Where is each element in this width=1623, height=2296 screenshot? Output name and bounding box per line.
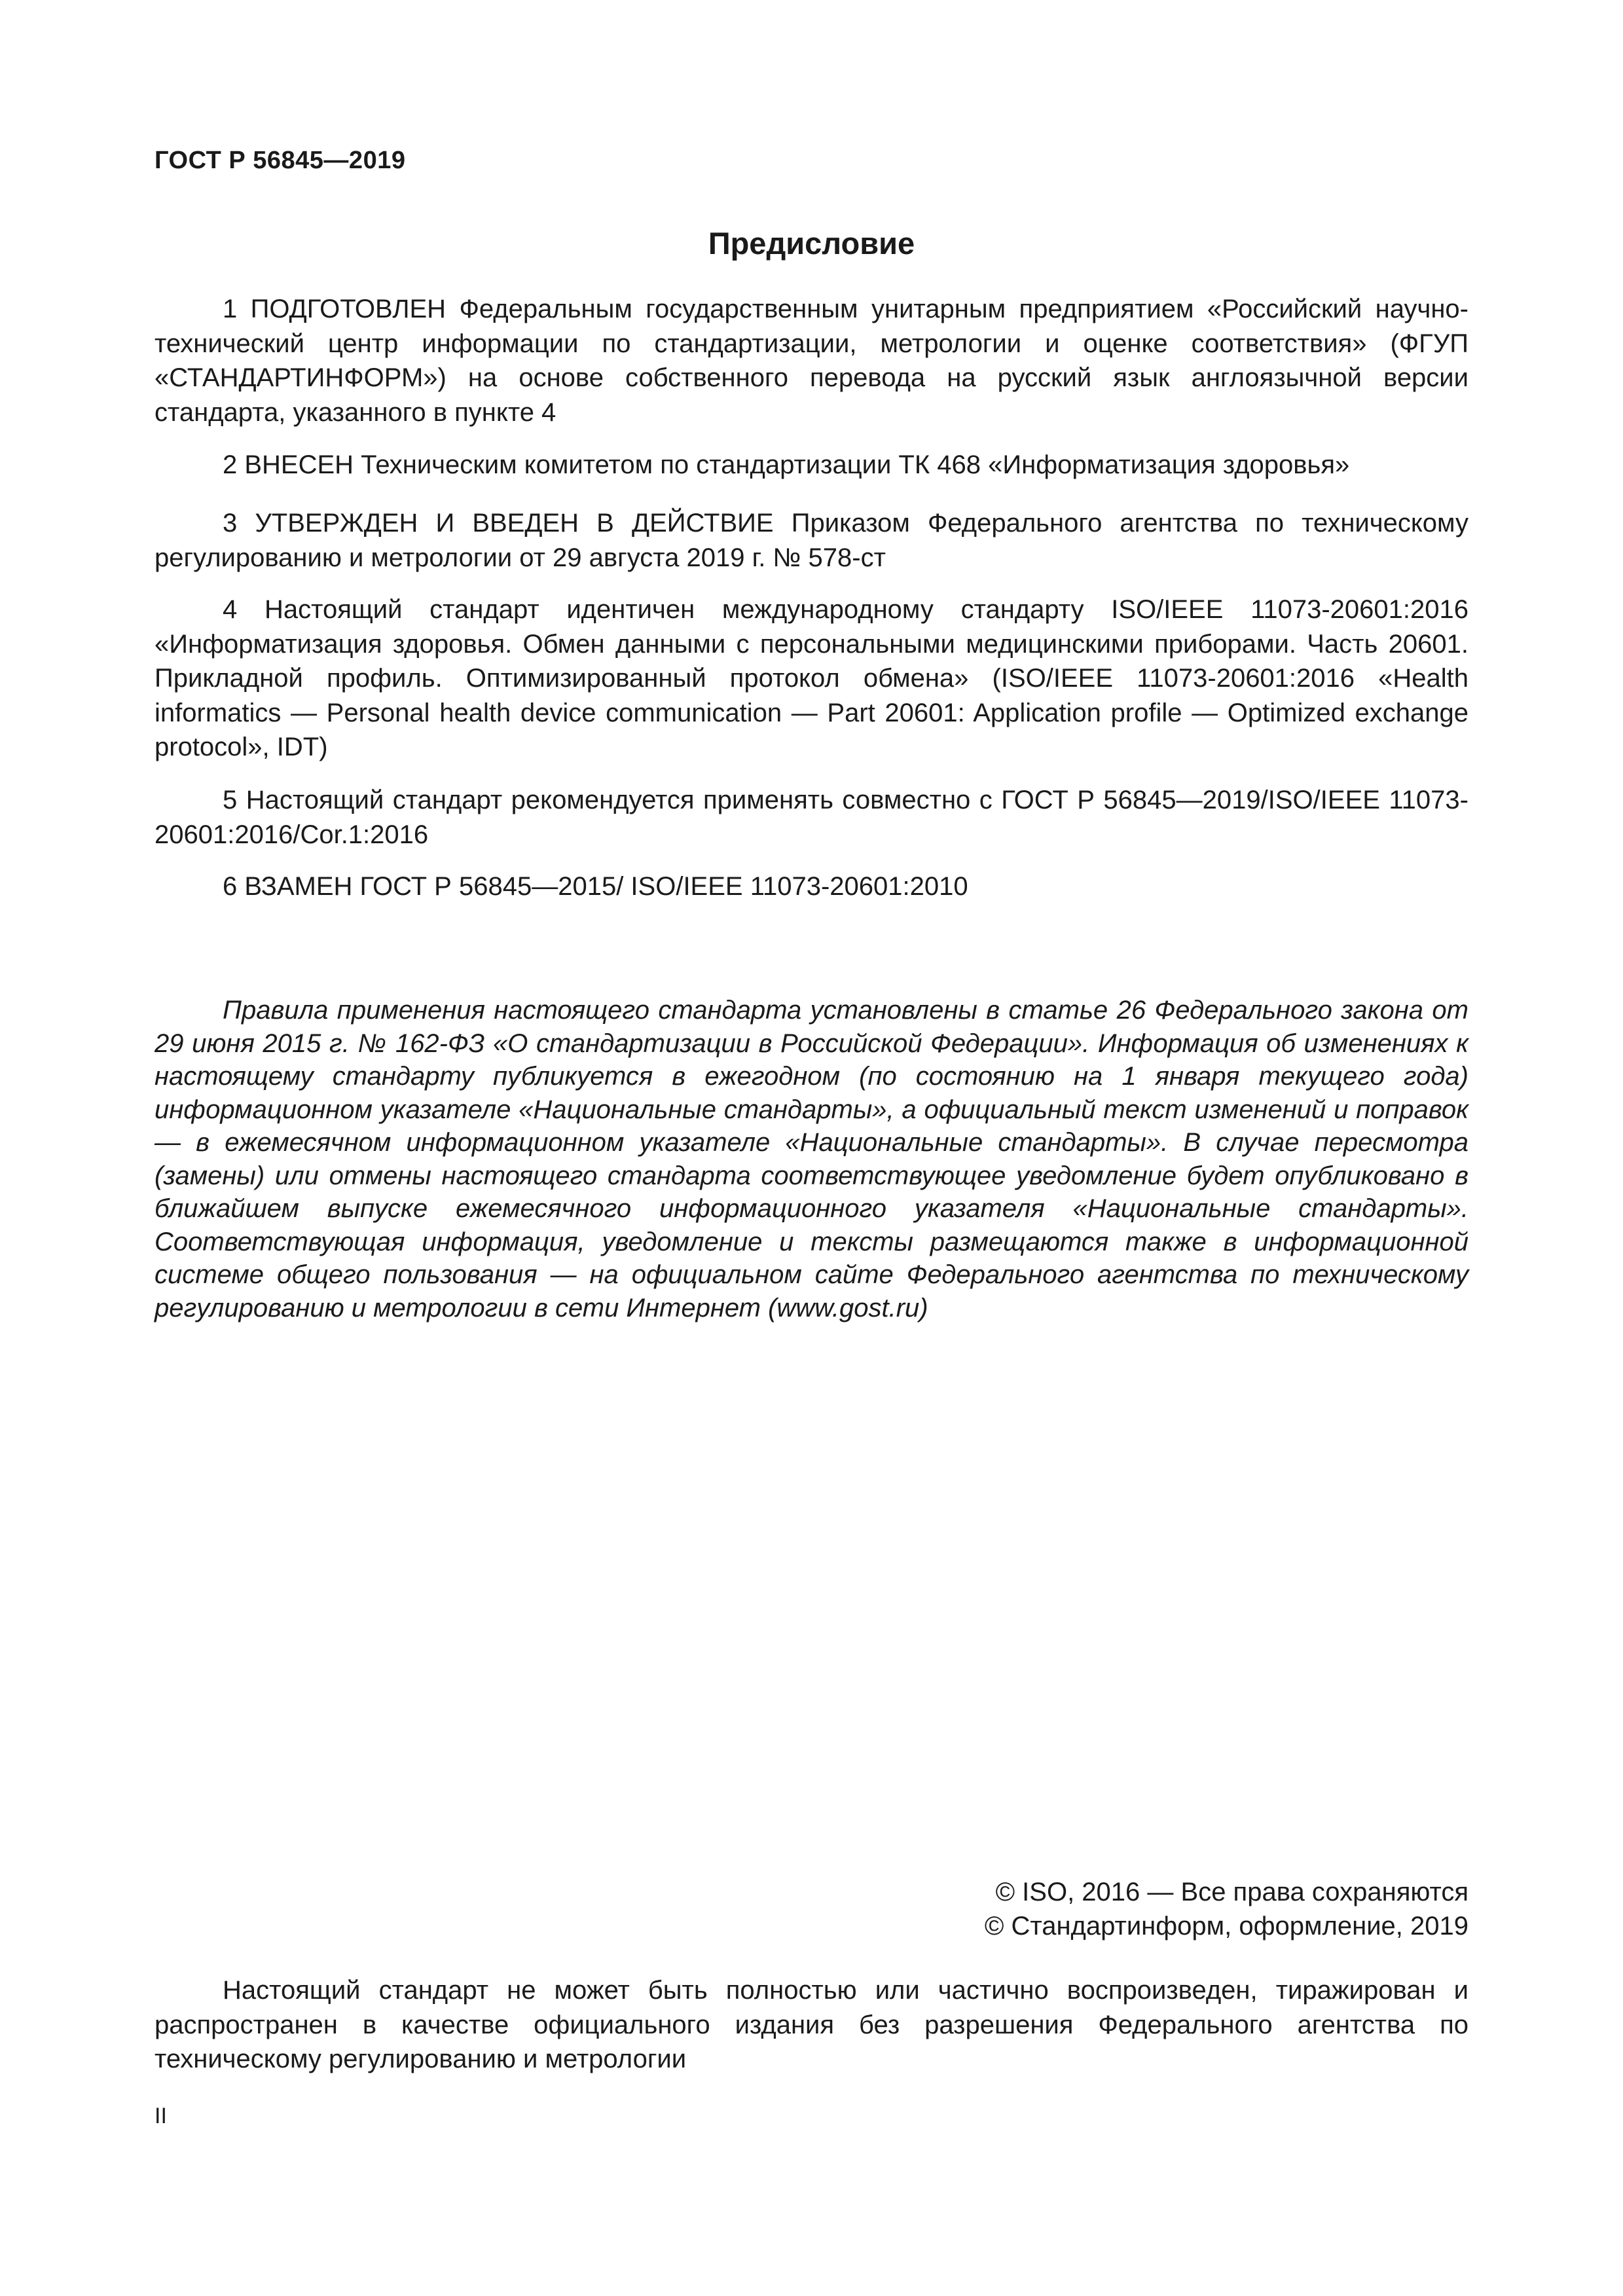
foreword-item-2 (155, 448, 1468, 483)
page-number: II (155, 2104, 167, 2128)
document-id-header: ГОСТ Р 56845—2019 (155, 147, 406, 174)
reproduction-restriction: Настоящий стандарт не может быть полностью или частично воспроизведен, тиражирован и распространен в качестве официального издания без разрешения Федерального агентства по техническому регулированию и метрологии (155, 1976, 1468, 2073)
copyright-iso: © ISO, 2016 — Все права сохраняются (995, 1878, 1468, 1906)
foreword-item-4 (155, 592, 1468, 765)
foreword-item-5 (155, 783, 1468, 852)
application-rules-notice: Правила применения настоящего стандарта установлены в статье 26 Федерального закона от 29 июня 2015 г. № 162-ФЗ «О стандартизации в Российской Федерации». Информация об изменениях к настоящему стандарту публикуется в ежегодном (по состоянию на 1 января текущего года) информационном указателе «Национальные стандарты», а официальный текст изменений и поправок — в ежемесячном информационном указателе «Национальные стандарты». В случае пересмотра (замены) или отмены настоящего стандарта соответствующее уведомление будет опубликовано в ближайшем выпуске ежемесячного информационного указателя «Национальные стандарты». Соответствующая информация, уведомление и тексты размещаются также в информационной системе общего пользования — на официальном сайте Федерального агентства по техническому регулированию и метрологии в сети Интернет (www.gost.ru) (155, 996, 1468, 1322)
foreword-item-1 (155, 292, 1468, 429)
foreword-paragraph: 3 УТВЕРЖДЕН И ВВЕДЕН В ДЕЙСТВИЕ Приказом Федерального агентства по техническому регулированию и метрологии от 29 августа 2019 г. № 578-ст (155, 509, 1468, 572)
foreword-item-6 (155, 869, 1468, 904)
foreword-paragraph: 2 ВНЕСЕН Техническим комитетом по стандартизации ТК 468 «Информатизация здоровья» (223, 450, 1350, 479)
copyright-standartinform: © Стандартинформ, оформление, 2019 (984, 1912, 1468, 1941)
foreword-paragraph: 1 ПОДГОТОВЛЕН Федеральным государственным унитарным предприятием «Российский научно-технический центр информации по стандартизации, метрологии и оценке соответствия» (ФГУП «СТАНДАРТИНФОРМ») на основе собственного перевода на русский язык англоязычной версии стандарта, указанного в пункте 4 (155, 295, 1468, 427)
page-title: Предисловие (708, 226, 915, 261)
foreword-paragraph: 6 ВЗАМЕН ГОСТ Р 56845—2015/ ISO/IEEE 11073-20601:2010 (223, 872, 968, 901)
foreword-paragraph: 4 Настоящий стандарт идентичен международному стандарту ISO/IEEE 11073-20601:2016 «Информатизация здоровья. Обмен данными с персональными медицинскими приборами. Часть 20601. Прикладной профиль. Оптимизированный протокол обмена» (ISO/IEEE 11073-20601:2016 «Health informatics — Personal health device communication — Part 20601: Application profile — Optimized exchange protocol», IDT) (155, 595, 1468, 761)
foreword-paragraph: 5 Настоящий стандарт рекомендуется применять совместно с ГОСТ Р 56845—2019/ISO/IEEE 11073-20601:2016/Cor.1:2016 (155, 786, 1468, 849)
foreword-item-3 (155, 506, 1468, 575)
copyright-block (985, 1875, 1468, 1943)
